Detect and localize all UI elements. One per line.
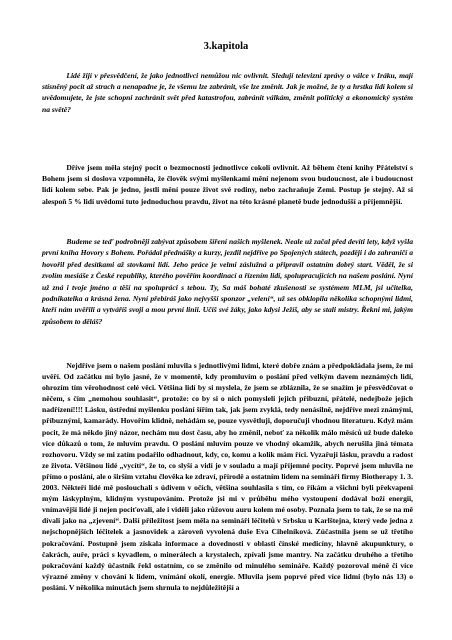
chapter-title: 3.kapitola xyxy=(203,41,249,52)
paragraph-question-2: Budeme se teď podrobněji zabývat způsobem šíření našich myšlenek. Neale už začal před devíti lety, když vyšla první kniha Hovory s Bohem. Pořádal přednášky a kurzy, jezdil nejdříve po Spojených státech, později i do zahraničí a hovořil před desítkami až stovkami lidí. Jeho práce je velmi záslužná a připravil ostatním dobrý start. Věděl, že si zvolím mesiáše z České republiky, kterého pověřím koordinací a řízením lidí, spolupracujících na našem poslání. Nyní už zná i tvoje jméno a těší na spolupráci s tebou. Ty, Sa máš bohaté zkušenosti se systémem MLM, jsi učitelka, podnikatelka a krásná žena. Nyní přebíráš jako nejvyšší sponzor „velení“, už ses obklopila několika schopnými lidmi, kteří nám uvěřili a vytváříš svoji a mou první linii. Učíš své žáky, jako kdysi Ježíš, aby se stali mistry. Řekni mi, jakým způsobem to děláš? xyxy=(42,237,413,326)
paragraph-question-1: Lidé žijí v přesvědčení, že jako jednotlivci nemůžou nic ovlivnit. Sledují televizní zprávy o válce v Iráku, mají stísněný pocit až strach a nenapadne je, že všemu lze zabránit, vše lze změnit. Jak je možné, že ty a hrstka lidí kolem si uvědomujete, že jste schopni zachránit svět před katastrofou, zabránit válkám, změnit politický a ekonomický systém na světě? xyxy=(42,71,413,114)
paragraph-answer-2: Nejdříve jsem o našem poslání mluvila s jednotlivými lidmi, které dobře znám a předpokládala jsem, že mi uvěří. Od začátku mi bylo jasné, že v momentě, kdy promluvím o poslání před velkým davem neznámých lidí, ohrozím tím věrohodnost celé věci. Většina lidí by si myslela, že jsem se zbláznila, že se snažím je přesvědčovat o něčem, s čím „nemohou souhlasit“, protože: co by si o nich pomysleli jejich přibuzní, přátelé, nedejbože jejich nadřízení!!!! Lásku, ústřední myšlenku poslání šířím tak, jak jsem zvyklá, tedy nenásilně, nejdříve mezi známými, příbuznými, kamarády. Hovořím klidně, nehádám se, pouze vysvětluji, doporučuji vhodnou literaturu. Když mám pocit, že má někdo jiný názor, nechám mu dost času, aby ho změnil, neboť za několik málo měsíců už bude daleko více důkazů o tom, že mluvím pravdu. O poslání mluvím pouze ve vhodný okamžik, abych nerušila jiná témata rozhovoru. Vždy se mi zatím podařilo odhadnout, kdy, co, komu a kolik mám říci. Vyzařuji lásku, pravdu a radost ze života. Většinou lidé „vycítí“, že to, co slyší a vidí je v souladu a mají příjemné pocity. Poprvé jsem mluvila ne přímo o poslání, ale o širším vztahu člověka ke zdraví, přírodě a ostatním lidem na semináři firmy Biotherapy 1. 3. 2003. Někteří lidé mě poslouchali s údivem v očích, většina souhlasila s tím, co říkám a všichni byli překvapeni mým láskyplným, klidným vystupováním. Protože jsi mi v průběhu mého vystoupení dodával boží energii, vnímavější lidé ji nejen pociťovali, ale i viděli jako růžovou auru kolem mé osoby. Poznala jsem to tak, že se na mě dívali jako na „zjevení“. Další příležitost jsem měla na semináři léčitelů v Srbsku u Karlštejna, který vede jedna z nejschopnějších léčitelek a jasnovidek a zároveň vyvolená duše Eva Cihelníková. Zúčastnila jsem se už třetího pokračování. Postupně jsem získala informace a dovednosti v oblasti čínské medicíny, hlavně akupunktury, o čakrách, auře, práci s kyvadlem, o minerálech a krystalech, zpívali jsme mantry. Na začátku druhého a třetího pokračování každý účastník řekl ostatním, co se změnilo od minulého semináře. Každý pozoroval méně či více výrazné změny v chování k lidem, vnímání okolí, energie. Mluvila jsem poprvé před více lidmi (bylo nás 13) o poslání. V několika minutách jsem shrnula to nejdůležitější a xyxy=(42,361,413,592)
paragraph-answer-1: Dříve jsem měla stejný pocit o bezmocnosti jednotlivce cokoli ovlivnit. Až během čtení knihy Přátelství s Bohem jsem si doslova vzpomněla, že člověk svými myšlenkami mění nejenom svou budoucnost, ale i budoucnost lidí kolem sebe. Pak je jedno, jestli mění pouze život své rodiny, nebo zachraňuje Zemi. Postup je stejný. Až si alespoň 5 % lidí uvědomí tuto jednoduchou pravdu, život na této krásné planetě bude jednodušší a příjemnější. xyxy=(42,163,413,206)
